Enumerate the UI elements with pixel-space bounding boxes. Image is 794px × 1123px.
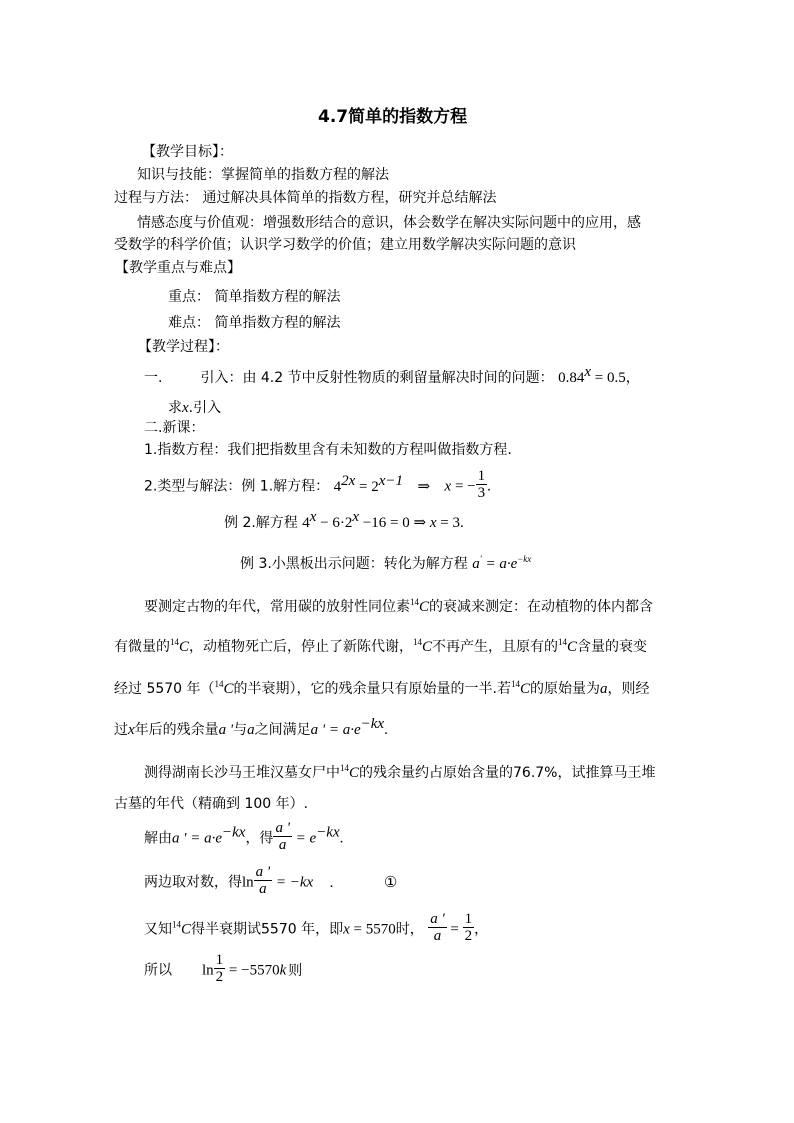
new-lesson-heading: 二.新课： bbox=[144, 420, 205, 436]
example-2: 例 2.解方程 $4^x - 6\cdot 2^x -16 = 0$ ⇒ x = 3. bbox=[224, 509, 464, 531]
half-life-line: 又知$^{14}$C得半衰期试5570 年，即x = 5570时， $\frac{a '}{a}$ = $\frac{1}{2}$ ， bbox=[144, 911, 489, 944]
example-3: 例 3.小黑板出示问题：转化为解方程 $a' = a\cdot e^{-kx}$ bbox=[240, 554, 532, 572]
process-heading: 【教学过程】： bbox=[138, 339, 229, 355]
circled-one-marker: ① bbox=[383, 874, 398, 891]
paragraph-line1: 要测定古物的年代，常用碳的放射性同位素$^{14}$C的衰减来测定：在动植物的体内都含 bbox=[144, 597, 654, 615]
paragraph-line4: 过x年后的残余量a '与a之间满足a ' = $a\cdot e^{-kx}$. bbox=[114, 716, 388, 738]
goal-emotion-line1: 情感态度与价值观：增强数形结合的意识，体会数学在解决实际问题中的应用，感 bbox=[137, 215, 641, 231]
intro-text: 引入：由 4.2 节中反射性物质的剩留量解决时间的问题： bbox=[200, 370, 554, 386]
goal-knowledge: 知识与技能：掌握简单的指数方程的解法 bbox=[137, 167, 389, 183]
fraction-one-third: $\frac{1}{3}$ bbox=[477, 468, 486, 501]
intro-number: 一. bbox=[144, 370, 163, 386]
example-1: 2.类型与解法：例 1.解方程： $4^{2x} = 2^{x-1}$ ⇒ x = − $\frac{1}{3}$ . bbox=[144, 468, 491, 501]
paragraph2-line2: 古墓的年代（精确到 100 年）. bbox=[114, 796, 309, 812]
conclusion-line: 所以 ln $\frac{1}{2}$ = −5570k 则 bbox=[144, 952, 303, 985]
solution-line: 解由a ' = $a\cdot e^{-kx}$，得 $\frac{a '}{a}$ = $e^{-kx}$. bbox=[144, 820, 344, 853]
goal-emotion-line2: 受数学的科学价值；认识学习数学的价值；建立用数学解决实际问题的意识 bbox=[114, 237, 576, 253]
goals-heading: 【教学目标】： bbox=[142, 144, 233, 160]
paragraph-line3: 经过 5570 年（$^{14}$C的半衰期），它的残余量只有原始量的一半.若$^{14}$C的原始量为a，则经 bbox=[114, 679, 650, 697]
intro-tail: ， bbox=[625, 370, 640, 386]
key-point: 重点： 简单指数方程的解法 bbox=[168, 289, 341, 305]
intro-equation: $0.84^x = 0.5$ bbox=[558, 364, 626, 386]
page-title: 4.7简单的指数方程 bbox=[318, 107, 468, 127]
paragraph2-line1: 测得湖南长沙马王堆汉墓女尸中$^{14}$C的残余量约占原始含量的76.7%，试推算马王堆 bbox=[144, 763, 656, 781]
goal-process: 过程与方法： 通过解决具体简单的指数方程，研究并总结解法 bbox=[114, 190, 497, 206]
intro-line bbox=[144, 364, 640, 388]
key-heading: 【教学重点与难点】 bbox=[115, 260, 241, 276]
difficult-point: 难点： 简单指数方程的解法 bbox=[168, 315, 341, 331]
intro-line2: 求x.引入 bbox=[168, 400, 222, 416]
logarithm-line: 两边取对数，得ln $\frac{a '}{a}$ = −kx . ① bbox=[144, 864, 398, 897]
paragraph-line2: 有微量的$^{14}$C，动植物死亡后，停止了新陈代谢，$^{14}$C不再产生，且原有的$^{14}$C含量的衰变 bbox=[114, 637, 648, 655]
definition-line: 1.指数方程：我们把指数里含有未知数的方程叫做指数方程. bbox=[144, 442, 512, 458]
